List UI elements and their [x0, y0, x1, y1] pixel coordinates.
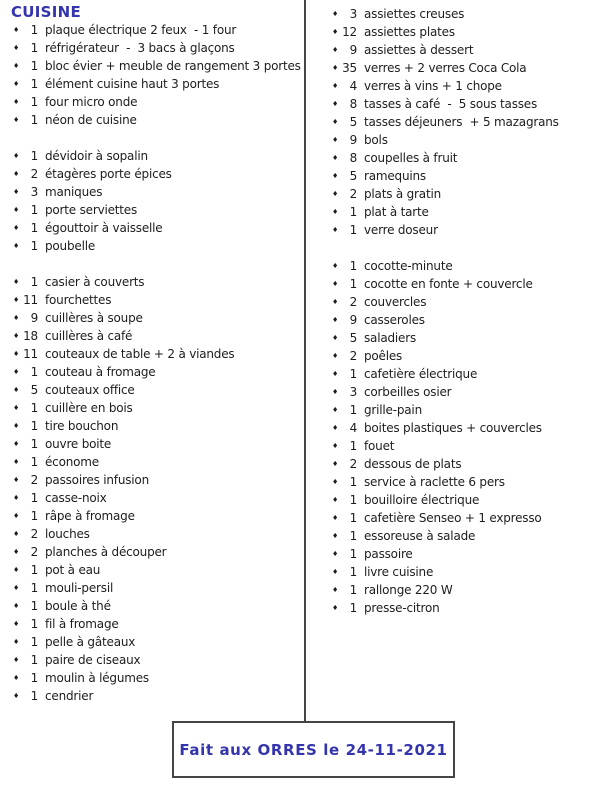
item-label: fouet	[364, 439, 395, 453]
item-group	[10, 147, 302, 255]
item-quantity: 5	[349, 331, 357, 345]
item-label: cendrier	[45, 689, 94, 703]
item-quantity: 1	[30, 95, 38, 109]
diamond-bullet-icon: ♦	[332, 532, 339, 540]
diamond-bullet-icon: ♦	[13, 548, 20, 556]
item-label: boule à thé	[45, 599, 111, 613]
item-quantity: 1	[30, 239, 38, 253]
item-label: casier à couverts	[45, 275, 145, 289]
inventory-item	[10, 21, 302, 39]
inventory-item	[10, 561, 302, 579]
diamond-bullet-icon: ♦	[332, 298, 339, 306]
left-column	[10, 3, 302, 705]
item-quantity: 1	[30, 203, 38, 217]
item-label: cuillère en bois	[45, 401, 133, 415]
item-quantity: 1	[30, 671, 38, 685]
diamond-bullet-icon: ♦	[13, 278, 20, 286]
item-label: boites plastiques + couvercles	[364, 421, 542, 435]
inventory-item	[329, 527, 597, 545]
inventory-item	[329, 311, 597, 329]
inventory-item	[10, 147, 302, 165]
item-label: poêles	[364, 349, 403, 363]
item-quantity: 9	[30, 311, 38, 325]
item-label: ramequins	[364, 169, 426, 183]
item-label: service à raclette 6 pers	[364, 475, 505, 489]
inventory-item	[329, 437, 597, 455]
item-label: dévidoir à sopalin	[45, 149, 148, 163]
inventory-item	[10, 165, 302, 183]
diamond-bullet-icon: ♦	[332, 10, 339, 18]
diamond-bullet-icon: ♦	[332, 100, 339, 108]
diamond-bullet-icon: ♦	[332, 208, 339, 216]
inventory-item	[329, 95, 597, 113]
diamond-bullet-icon: ♦	[332, 496, 339, 504]
item-quantity: 1	[349, 205, 357, 219]
item-label: réfrigérateur - 3 bacs à glaçons	[45, 41, 235, 55]
footer-note: Fait aux ORRES le 24-11-2021	[179, 740, 448, 759]
item-label: tasses déjeuners + 5 mazagrans	[364, 115, 559, 129]
diamond-bullet-icon: ♦	[332, 406, 339, 414]
item-quantity: 1	[349, 565, 357, 579]
inventory-item	[10, 507, 302, 525]
item-quantity: 1	[30, 689, 38, 703]
item-quantity: 1	[30, 113, 38, 127]
item-label: paire de ciseaux	[45, 653, 141, 667]
inventory-item	[10, 111, 302, 129]
item-quantity: 11	[23, 293, 38, 307]
diamond-bullet-icon: ♦	[13, 566, 20, 574]
diamond-bullet-icon: ♦	[332, 424, 339, 432]
diamond-bullet-icon: ♦	[13, 440, 20, 448]
item-label: plaque électrique 2 feux - 1 four	[45, 23, 237, 37]
item-label: four micro onde	[45, 95, 138, 109]
diamond-bullet-icon: ♦	[332, 604, 339, 612]
item-label: planches à découper	[45, 545, 167, 559]
inventory-item	[329, 293, 597, 311]
item-label: tire bouchon	[45, 419, 119, 433]
inventory-item	[10, 651, 302, 669]
item-quantity: 2	[30, 545, 38, 559]
item-quantity: 2	[349, 187, 357, 201]
item-label: passoire	[364, 547, 413, 561]
diamond-bullet-icon: ♦	[13, 476, 20, 484]
item-label: assiettes à dessert	[364, 43, 474, 57]
inventory-item	[329, 167, 597, 185]
right-column	[329, 5, 597, 617]
item-label: poubelle	[45, 239, 96, 253]
item-label: passoires infusion	[45, 473, 149, 487]
item-label: assiettes creuses	[364, 7, 465, 21]
item-label: assiettes plates	[364, 25, 455, 39]
item-quantity: 1	[30, 581, 38, 595]
item-group	[329, 5, 597, 239]
item-label: économe	[45, 455, 99, 469]
diamond-bullet-icon: ♦	[13, 206, 20, 214]
item-quantity: 1	[30, 491, 38, 505]
diamond-bullet-icon: ♦	[332, 514, 339, 522]
inventory-item	[10, 57, 302, 75]
diamond-bullet-icon: ♦	[332, 550, 339, 558]
item-quantity: 1	[349, 601, 357, 615]
inventory-item	[10, 471, 302, 489]
inventory-item	[10, 669, 302, 687]
item-quantity: 2	[30, 167, 38, 181]
item-label: fil à fromage	[45, 617, 119, 631]
right-item-list	[329, 5, 597, 617]
diamond-bullet-icon: ♦	[332, 118, 339, 126]
inventory-item	[329, 383, 597, 401]
diamond-bullet-icon: ♦	[13, 692, 20, 700]
item-label: cuillères à soupe	[45, 311, 143, 325]
item-quantity: 1	[30, 563, 38, 577]
inventory-item	[329, 257, 597, 275]
page-title: CUISINE	[11, 3, 82, 21]
item-quantity: 9	[349, 43, 357, 57]
inventory-item	[10, 597, 302, 615]
diamond-bullet-icon: ♦	[13, 458, 20, 466]
item-quantity: 9	[349, 313, 357, 327]
item-quantity: 1	[30, 437, 38, 451]
diamond-bullet-icon: ♦	[332, 82, 339, 90]
item-quantity: 1	[349, 583, 357, 597]
item-quantity: 1	[30, 455, 38, 469]
item-quantity: 35	[342, 61, 357, 75]
diamond-bullet-icon: ♦	[13, 26, 20, 34]
inventory-item	[329, 473, 597, 491]
inventory-item	[329, 221, 597, 239]
item-quantity: 1	[30, 653, 38, 667]
inventory-item	[329, 275, 597, 293]
inventory-item	[10, 309, 302, 327]
item-quantity: 1	[30, 41, 38, 55]
item-label: cafetière Senseo + 1 expresso	[364, 511, 542, 525]
item-label: pot à eau	[45, 563, 101, 577]
diamond-bullet-icon: ♦	[332, 334, 339, 342]
diamond-bullet-icon: ♦	[332, 478, 339, 486]
diamond-bullet-icon: ♦	[332, 172, 339, 180]
item-label: râpe à fromage	[45, 509, 135, 523]
item-label: mouli-persil	[45, 581, 114, 595]
inventory-item	[329, 509, 597, 527]
diamond-bullet-icon: ♦	[332, 442, 339, 450]
diamond-bullet-icon: ♦	[13, 620, 20, 628]
item-quantity: 8	[349, 97, 357, 111]
item-quantity: 1	[349, 529, 357, 543]
diamond-bullet-icon: ♦	[13, 44, 20, 52]
item-label: casse-noix	[45, 491, 107, 505]
item-quantity: 2	[30, 527, 38, 541]
item-label: livre cuisine	[364, 565, 434, 579]
item-group	[10, 21, 302, 129]
item-quantity: 4	[349, 79, 357, 93]
item-label: coupelles à fruit	[364, 151, 458, 165]
diamond-bullet-icon: ♦	[13, 170, 20, 178]
inventory-item	[10, 489, 302, 507]
item-quantity: 1	[349, 493, 357, 507]
item-label: grille-pain	[364, 403, 422, 417]
item-quantity: 4	[349, 421, 357, 435]
inventory-item	[329, 401, 597, 419]
inventory-item	[10, 381, 302, 399]
inventory-item	[10, 93, 302, 111]
inventory-item	[329, 149, 597, 167]
item-group	[329, 257, 597, 617]
diamond-bullet-icon: ♦	[13, 404, 20, 412]
inventory-item	[10, 363, 302, 381]
inventory-item	[329, 563, 597, 581]
item-quantity: 1	[30, 275, 38, 289]
inventory-item	[329, 419, 597, 437]
item-label: fourchettes	[45, 293, 112, 307]
item-label: couvercles	[364, 295, 427, 309]
item-quantity: 8	[349, 151, 357, 165]
item-label: couteaux office	[45, 383, 135, 397]
inventory-item	[329, 185, 597, 203]
inventory-item	[10, 687, 302, 705]
inventory-item	[329, 329, 597, 347]
item-label: porte serviettes	[45, 203, 138, 217]
diamond-bullet-icon: ♦	[332, 352, 339, 360]
diamond-bullet-icon: ♦	[332, 190, 339, 198]
inventory-item	[10, 435, 302, 453]
inventory-item	[10, 39, 302, 57]
inventory-item	[329, 365, 597, 383]
item-quantity: 1	[30, 599, 38, 613]
diamond-bullet-icon: ♦	[13, 62, 20, 70]
diamond-bullet-icon: ♦	[13, 350, 20, 358]
item-label: plat à tarte	[364, 205, 429, 219]
item-label: verres + 2 verres Coca Cola	[364, 61, 527, 75]
diamond-bullet-icon: ♦	[332, 460, 339, 468]
diamond-bullet-icon: ♦	[332, 46, 339, 54]
item-quantity: 2	[349, 295, 357, 309]
item-label: bouilloire électrique	[364, 493, 480, 507]
item-label: casseroles	[364, 313, 425, 327]
diamond-bullet-icon: ♦	[13, 152, 20, 160]
diamond-bullet-icon: ♦	[13, 530, 20, 538]
item-quantity: 1	[30, 401, 38, 415]
footer-box	[172, 721, 455, 778]
item-quantity: 1	[30, 509, 38, 523]
inventory-item	[10, 237, 302, 255]
item-label: couteau à fromage	[45, 365, 156, 379]
diamond-bullet-icon: ♦	[13, 116, 20, 124]
diamond-bullet-icon: ♦	[332, 280, 339, 288]
diamond-bullet-icon: ♦	[13, 674, 20, 682]
inventory-item	[329, 455, 597, 473]
item-quantity: 1	[30, 221, 38, 235]
diamond-bullet-icon: ♦	[13, 296, 20, 304]
diamond-bullet-icon: ♦	[13, 656, 20, 664]
inventory-item	[10, 75, 302, 93]
inventory-item	[329, 5, 597, 23]
diamond-bullet-icon: ♦	[332, 388, 339, 396]
column-divider-rule	[304, 0, 306, 722]
item-label: égouttoir à vaisselle	[45, 221, 163, 235]
inventory-item	[10, 201, 302, 219]
item-quantity: 1	[349, 277, 357, 291]
inventory-item	[10, 345, 302, 363]
diamond-bullet-icon: ♦	[13, 602, 20, 610]
inventory-item	[10, 579, 302, 597]
diamond-bullet-icon: ♦	[13, 188, 20, 196]
diamond-bullet-icon: ♦	[13, 80, 20, 88]
item-quantity: 5	[30, 383, 38, 397]
item-quantity: 2	[30, 473, 38, 487]
diamond-bullet-icon: ♦	[13, 584, 20, 592]
inventory-item	[329, 545, 597, 563]
diamond-bullet-icon: ♦	[13, 224, 20, 232]
item-label: cafetière électrique	[364, 367, 478, 381]
item-quantity: 1	[30, 419, 38, 433]
item-quantity: 1	[30, 77, 38, 91]
inventory-item	[329, 491, 597, 509]
inventory-item	[10, 525, 302, 543]
inventory-item	[10, 633, 302, 651]
item-quantity: 3	[349, 385, 357, 399]
inventory-item	[10, 327, 302, 345]
item-label: cuillères à café	[45, 329, 133, 343]
inventory-item	[10, 453, 302, 471]
item-quantity: 1	[30, 59, 38, 73]
item-label: maniques	[45, 185, 103, 199]
item-quantity: 3	[30, 185, 38, 199]
item-label: couteaux de table + 2 à viandes	[45, 347, 235, 361]
item-quantity: 3	[349, 7, 357, 21]
diamond-bullet-icon: ♦	[13, 98, 20, 106]
diamond-bullet-icon: ♦	[13, 386, 20, 394]
diamond-bullet-icon: ♦	[332, 262, 339, 270]
item-quantity: 2	[349, 457, 357, 471]
item-quantity: 9	[349, 133, 357, 147]
diamond-bullet-icon: ♦	[13, 332, 20, 340]
inventory-item	[10, 219, 302, 237]
item-label: ouvre boite	[45, 437, 112, 451]
item-label: essoreuse à salade	[364, 529, 476, 543]
item-quantity: 1	[30, 23, 38, 37]
item-label: étagères porte épices	[45, 167, 172, 181]
item-quantity: 1	[349, 511, 357, 525]
item-label: bloc évier + meuble de rangement 3 portes	[45, 59, 301, 73]
item-quantity: 1	[30, 617, 38, 631]
item-quantity: 5	[349, 169, 357, 183]
item-quantity: 1	[349, 547, 357, 561]
inventory-item	[329, 203, 597, 221]
item-label: verres à vins + 1 chope	[364, 79, 502, 93]
inventory-item	[10, 291, 302, 309]
item-quantity: 1	[30, 149, 38, 163]
item-label: dessous de plats	[364, 457, 462, 471]
item-label: cocotte en fonte + couvercle	[364, 277, 533, 291]
item-label: presse-citron	[364, 601, 440, 615]
inventory-item	[10, 183, 302, 201]
item-quantity: 5	[349, 115, 357, 129]
item-label: saladiers	[364, 331, 417, 345]
diamond-bullet-icon: ♦	[13, 368, 20, 376]
diamond-bullet-icon: ♦	[332, 136, 339, 144]
item-label: plats à gratin	[364, 187, 441, 201]
item-quantity: 1	[349, 223, 357, 237]
inventory-item	[10, 417, 302, 435]
inventory-item	[329, 113, 597, 131]
item-label: cocotte-minute	[364, 259, 453, 273]
inventory-item	[329, 77, 597, 95]
diamond-bullet-icon: ♦	[332, 586, 339, 594]
diamond-bullet-icon: ♦	[13, 494, 20, 502]
inventory-item	[329, 41, 597, 59]
item-label: corbeilles osier	[364, 385, 452, 399]
diamond-bullet-icon: ♦	[13, 314, 20, 322]
inventory-item	[10, 273, 302, 291]
diamond-bullet-icon: ♦	[332, 370, 339, 378]
item-label: moulin à légumes	[45, 671, 149, 685]
item-label: tasses à café - 5 sous tasses	[364, 97, 538, 111]
diamond-bullet-icon: ♦	[13, 422, 20, 430]
inventory-item	[329, 59, 597, 77]
inventory-item	[329, 581, 597, 599]
item-quantity: 1	[30, 635, 38, 649]
item-quantity: 1	[30, 365, 38, 379]
item-quantity: 1	[349, 439, 357, 453]
item-label: élément cuisine haut 3 portes	[45, 77, 220, 91]
inventory-item	[329, 599, 597, 617]
item-label: verre doseur	[364, 223, 438, 237]
item-quantity: 1	[349, 403, 357, 417]
left-item-list	[10, 21, 302, 705]
diamond-bullet-icon: ♦	[13, 512, 20, 520]
item-group	[10, 273, 302, 705]
item-quantity: 12	[342, 25, 357, 39]
item-label: bols	[364, 133, 388, 147]
item-quantity: 1	[349, 475, 357, 489]
inventory-item	[10, 543, 302, 561]
item-quantity: 1	[349, 259, 357, 273]
item-quantity: 1	[349, 367, 357, 381]
diamond-bullet-icon: ♦	[332, 28, 339, 36]
item-label: néon de cuisine	[45, 113, 137, 127]
diamond-bullet-icon: ♦	[13, 638, 20, 646]
item-label: pelle à gâteaux	[45, 635, 136, 649]
diamond-bullet-icon: ♦	[332, 226, 339, 234]
diamond-bullet-icon: ♦	[332, 568, 339, 576]
inventory-item	[10, 399, 302, 417]
diamond-bullet-icon: ♦	[332, 316, 339, 324]
item-label: rallonge 220 W	[364, 583, 453, 597]
diamond-bullet-icon: ♦	[332, 64, 339, 72]
diamond-bullet-icon: ♦	[13, 242, 20, 250]
item-quantity: 11	[23, 347, 38, 361]
inventory-item	[329, 131, 597, 149]
item-quantity: 18	[23, 329, 38, 343]
inventory-item	[10, 615, 302, 633]
inventory-item	[329, 347, 597, 365]
diamond-bullet-icon: ♦	[332, 154, 339, 162]
inventory-item	[329, 23, 597, 41]
item-quantity: 2	[349, 349, 357, 363]
item-label: louches	[45, 527, 90, 541]
